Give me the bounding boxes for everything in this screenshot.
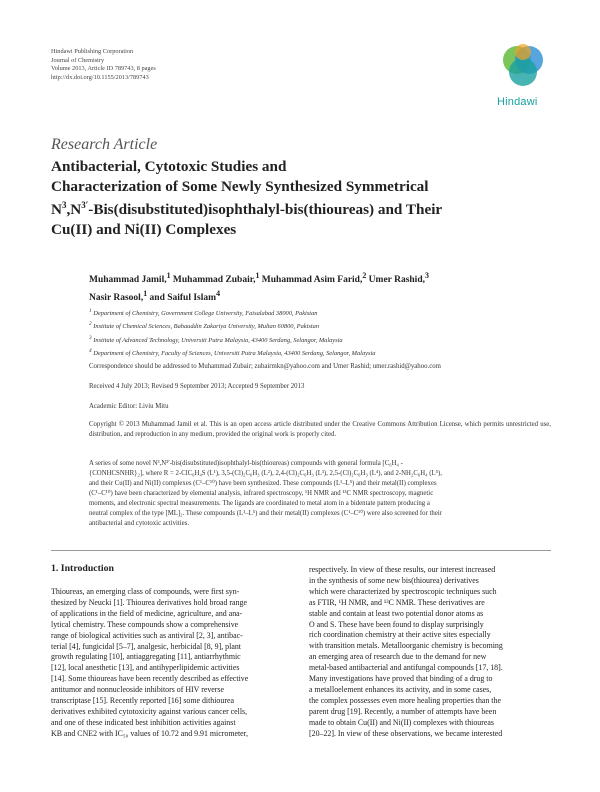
body-line: rich coordination chemistry at their active sites especially (309, 630, 491, 640)
body-line: respectively. In view of these results, our interest increased (309, 565, 496, 574)
body-line: an emerging area of research due to the demand for new (309, 652, 487, 662)
body-line: parent drug [19]. Recently, a number of attempts have been (309, 706, 497, 716)
body-line: as FTIR, ¹H NMR, and ¹³C NMR. These derivatives are (309, 597, 485, 607)
body-line: a metalloelement enhances its activity, and in some cases, (309, 684, 492, 694)
body-line: thesized by Neucki [1]. Thiourea derivatives hold broad range (51, 597, 247, 607)
academic-editor: Academic Editor: Liviu Mitu (89, 403, 169, 410)
body-line: growth regulating [10], antiaggregating [11], antiarrhythmic (51, 652, 241, 662)
publisher: Hindawi Publishing Corporation (51, 48, 134, 55)
abstract-line: (C¹–C¹⁰) have been characterized by elemental analysis, infrared spectroscopy, ¹H NMR and ¹³C NMR spectroscopy, magnetic (89, 490, 434, 497)
body-line: metal-based antibacterial and antifungal compounds [17, 18]. (309, 663, 503, 673)
body-line: terial [4], fungicidal [5–7], analgesic, herbicidal [8, 9], plant (51, 641, 241, 651)
abstract-line: and their Cu(II) and Ni(II) complexes (C¹–C¹⁰) have been synthesized. These compounds (L¹–L⁵) and their metal(II) complexes (89, 480, 437, 487)
affiliation: $^1$ Department of Chemistry, Government College University, Faisalabad 38000, Pakistan (89, 308, 318, 318)
body-line: which were characterized by spectroscopic techniques such (309, 586, 497, 596)
author[interactable]: Muhammad Zubair,$^1$ (170, 271, 260, 286)
abstract-line: antibacterial and cytotoxic activities. (89, 520, 190, 527)
article-title (51, 157, 551, 239)
author[interactable]: Muhammad Jamil,$^1$ (89, 271, 171, 286)
affiliations (89, 306, 549, 360)
abstract-line: moments, and electronic spectral measurements. The ligands are coordinated to metal atom in a bidentate pattern producing a (89, 500, 430, 507)
body-line: in the synthesis of some new bis(thiourea) derivatives (309, 575, 479, 585)
dates: Received 4 July 2013; Revised 9 September 2013; Accepted 9 September 2013 (89, 383, 305, 390)
affiliation: $^4$ Department of Chemistry, Faculty of Sciences, Universiti Putra Malaysia, 43400 Serdang, Selangor, Malaysia (89, 348, 376, 358)
right-column (309, 565, 551, 740)
body-line: the complex possesses even more healing properties than the (309, 695, 501, 705)
affiliation: $^2$ Institute of Chemical Sciences, Bahauddin Zakariya University, Multan 60800, Pakistan (89, 321, 320, 331)
body-line: made to obtain Cu(II) and Ni(II) complexes with thioureas (309, 717, 494, 727)
author[interactable]: Nasir Rasool,$^1$ (89, 289, 148, 304)
correspondence: Correspondence should be addressed to Muhammad Zubair; zubairmkn@yahoo.com and Umer Rashid; umer.rashid@yahoo.com (89, 363, 441, 370)
left-column (51, 587, 293, 740)
body-line: with transition metals. Metalloorganic chemistry is becoming (309, 641, 503, 651)
article-type: Research Article (51, 136, 158, 153)
abstract-line: A series of some novel N³,N³′-bis(disubstituted)isophthalyl-bis(thioureas) compounds with general formula [C₆H₄ - (89, 460, 403, 467)
copyright: Copyright © 2013 Muhammad Jamil et al. This is an open access article distributed under the Creative Commons Attribution License, which permits unrestricted use, distribution, and reproduction in any medium, provided the original work is properly cited. (89, 421, 551, 438)
journal-header (51, 48, 156, 82)
affiliation: $^3$ Institute of Advanced Technology, Universiti Putra Malaysia, 43400 Serdang, Selangor, Malaysia (89, 334, 343, 344)
author-list (89, 269, 549, 305)
body-line: range of biological activities such as antiviral [2, 3], antibac- (51, 630, 243, 640)
body-line: O and S. These have been found to display surprisingly (309, 619, 484, 629)
section-divider (51, 550, 551, 551)
body-line: [14]. Some thioureas have been recently described as effective (51, 674, 249, 684)
author[interactable]: Umer Rashid,$^3$ (366, 271, 429, 286)
body-line: [12], local anesthetic [13], and antihyperlipidemic activities (51, 663, 240, 673)
body-line: Thioureas, an emerging class of compounds, were first syn- (51, 587, 240, 596)
title-line-1: Antibacterial, Cytotoxic Studies and (51, 158, 287, 175)
body-line: transcriptase [15]. Recently reported [16] some dithiourea (51, 696, 234, 706)
doi-link[interactable]: http://dx.doi.org/10.1155/2013/789743 (51, 73, 149, 81)
logo-wordmark: Hindawi (497, 96, 538, 108)
body-line: KB and CNE2 with IC₅₀ values of 10.72 and 9.91 micrometer, (51, 728, 248, 738)
abstract-line: {CONHCSNHR}₂], where R = 2-ClC₆H₄S (L¹), 3,5-(Cl)₂C₆H₃ (L²), 2,4-(Cl)₂C₆H₃ (L³), 2,5-(Cl)₂C₆H₃ (L⁴), and 2-NH₂C₆H₄ (L⁵), (89, 470, 442, 477)
author[interactable]: and Saiful Islam$^4$ (147, 289, 221, 304)
body-line: lytical chemistry. These compounds show a comprehensive (51, 619, 239, 629)
body-line: derivatives exhibited cytotoxicity against various cancer cells, (51, 706, 248, 716)
volume-info: Volume 2013, Article ID 789743, 8 pages (51, 65, 156, 73)
body-line: antitumor and nonnucleoside inhibitors of HIV reverse (51, 685, 224, 695)
journal-name: Journal of Chemistry (51, 56, 105, 64)
body-line: of applications in the field of medicine, agriculture, and ana- (51, 608, 243, 618)
title-line-4: Cu(II) and Ni(II) Complexes (51, 220, 237, 238)
body-line: and one of these indicated best inhibition activities against (51, 717, 236, 727)
body-line: stable and contain at least two potential donor atoms as (309, 608, 484, 618)
section-heading: 1. Introduction (51, 563, 114, 574)
author[interactable]: Muhammad Asim Farid,$^2$ (259, 271, 367, 286)
abstract (89, 459, 551, 529)
title-line-3: $N^3,N^{3'}-Bis(disubstituted)isophthalyl-bis(thioureas)$ and Their (51, 200, 443, 219)
body-line: Many investigations have proved that binding of a drug to (309, 674, 493, 684)
title-line-2: Characterization of Some Newly Synthesized Symmetrical (51, 177, 429, 195)
body-line: [20–22]. In view of these observations, we became interested (309, 728, 503, 738)
abstract-line: neutral complex of the type [ML]₂. These compounds (L¹–L⁵) and their metal(II) complexes (C¹–C¹⁰) were also screened for their (89, 510, 442, 517)
